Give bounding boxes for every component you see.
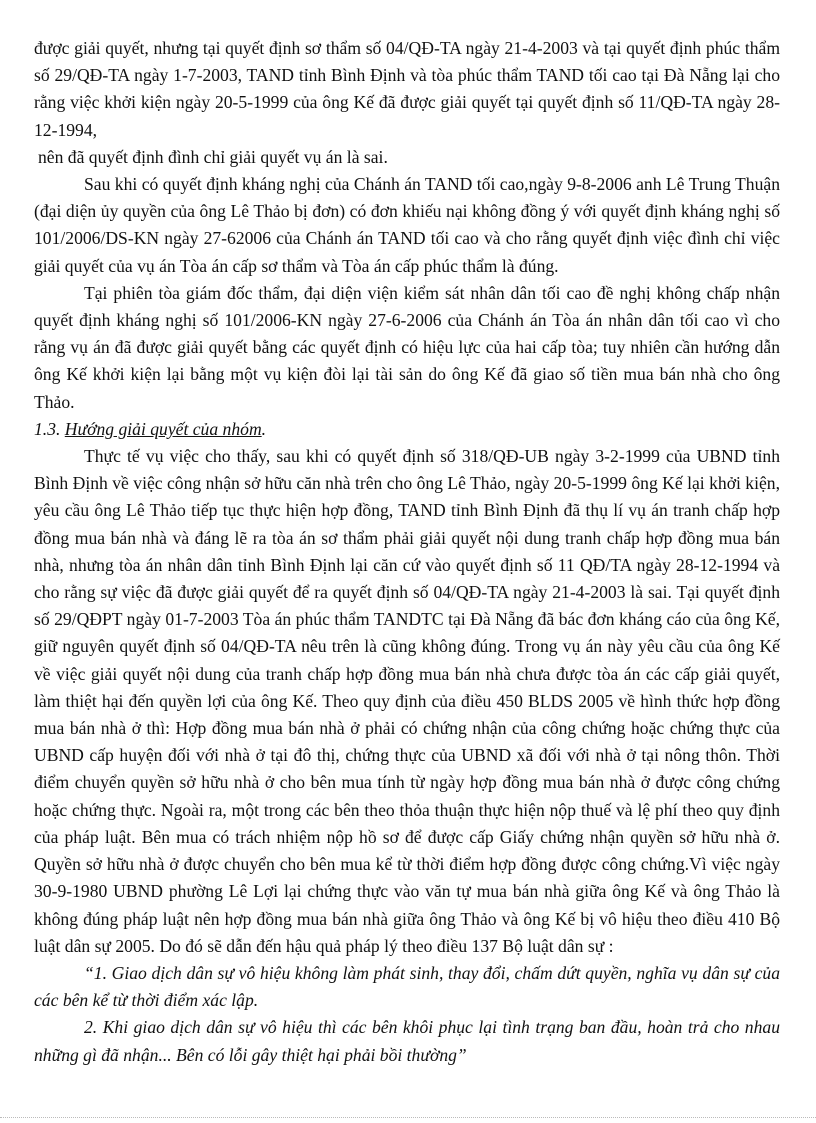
paragraph-4: Tại phiên tòa giám đốc thẩm, đại diện viện kiểm sát nhân dân tối cao đề nghị không chấp nhận quyết định kháng nghị số 101/2006-KN ngày 27-6-2006 của Chánh án Tòa án nhân dân tối cao vì cho rằng vụ án đã được giải quyết bằng các quyết định có hiệu lực của hai cấp tòa; tuy nhiên cần hướng dẫn ông Kế khởi kiện lại bằng một vụ kiện đòi lại tài sản do ông Kế đã giao số tiền mua bán nhà cho ông Thảo.	[34, 282, 780, 412]
section-heading	[34, 416, 780, 443]
paragraph-3: Sau khi có quyết định kháng nghị của Chánh án TAND tối cao,ngày 9-8-2006 anh Lê Trung Thuận (đại diện ủy quyền của ông Lê Thảo bị đơn) có đơn khiếu nại không đồng ý với quyết định kháng nghị số 101/2006/DS-KN ngày 27-62006 của Chánh án TAND tối cao và cho rằng quyết định việc đình chỉ việc giải quyết của vụ án Tòa án cấp sơ thẩm và Tòa án cấp phúc thẩm là đúng.	[34, 174, 780, 276]
quote-1: “1. Giao dịch dân sự vô hiệu không làm phát sinh, thay đổi, chấm dứt quyền, nghĩa vụ dân sự của các bên kể từ thời điểm xác lập.	[34, 962, 780, 1011]
section-heading-text: Hướng giải quyết của nhóm	[64, 418, 262, 439]
page-bottom-divider	[0, 1117, 816, 1118]
quote-2: 2. Khi giao dịch dân sự vô hiệu thì các bên khôi phục lại tình trạng ban đầu, hoàn trả cho nhau những gì đã nhận... Bên có lỗi gây thiệt hại phải bồi thường”	[34, 1017, 780, 1065]
paragraph-1: được giải quyết, nhưng tại quyết định sơ thẩm số 04/QĐ-TA ngày 21-4-2003 và tại quyết định phúc thẩm số 29/QĐ-TA ngày 1-7-2003, TAND tỉnh Bình Định và tòa phúc thẩm TAND tối cao tại Đà Nẵng lại cho rằng việc khởi kiện ngày 20-5-1999 của ông Kế đã được giải quyết tại quyết định số 11/QĐ-TA ngày 28-12-1994,	[34, 38, 780, 140]
document-body	[34, 35, 780, 1069]
paragraph-2: nên đã quyết định đình chỉ giải quyết vụ án là sai.	[38, 146, 388, 167]
paragraph-5: Thực tế vụ việc cho thấy, sau khi có quyết định số 318/QĐ-UB ngày 3-2-1999 của UBND tỉnh Bình Định về việc công nhận sở hữu căn nhà trên cho ông Lê Thảo, ngày 20-5-1999 ông Kế lại khởi kiện, yêu cầu ông Lê Thảo tiếp tục thực hiện hợp đồng, TAND tỉnh Bình Định đã thụ lí vụ án tranh chấp hợp đồng mua bán nhà và đáng lẽ ra tòa án sơ thẩm phải giải quyết nội dung tranh chấp hợp đồng mua bán nhà, nhưng tòa án nhân dân tỉnh Bình Định lại căn cứ vào quyết định số 11 QĐ/TA ngày 28-12-1994 và cho rằng sự việc đã được giải quyết để ra quyết định số 04/QĐ-TA ngày 21-4-2003 là sai. Tại quyết định số 29/QĐPT ngày 01-7-2003 Tòa án phúc thẩm TANDTC tại Đà Nẵng đã bác đơn kháng cáo của ông Kế, giữ nguyên quyết định số 04/QĐ-TA nêu trên là cũng không đúng. Trong vụ án này yêu cầu của ông Kế về việc giải quyết nội dung của tranh chấp hợp đồng mua bán nhà chưa được tòa án các cấp giải quyết, làm thiệt hại đến quyền lợi của ông Kế. Theo quy định của điều 450 BLDS 2005 về hình thức hợp đồng mua bán nhà ở thì: Hợp đồng mua bán nhà ở phải có chứng nhận của công chứng hoặc chứng thực của UBND cấp huyện đối với nhà ở tại đô thị, chứng thực của UBND xã đối với nhà ở tại nông thôn. Thời điểm chuyển quyền sở hữu nhà ở cho bên mua tính từ ngày hợp đồng mua bán nhà ở được công chứng hoặc chứng thực. Ngoài ra, một trong các bên theo thỏa thuận thực hiện nộp thuế và lệ phí theo quy định của pháp luật. Bên mua có trách nhiệm nộp hồ sơ để được cấp Giấy chứng nhận quyền sở hữu nhà ở. Quyền sở hữu nhà ở được chuyển cho bên mua kể từ thời điểm hợp đồng được công chứng.Vì việc ngày 30-9-1980 UBND phường Lê Lợi lại chứng thực vào văn tự mua bán nhà giữa ông Kế và ông Thảo là không đúng pháp luật nên hợp đồng mua bán nhà giữa ông Thảo và ông Kế bị vô hiệu theo điều 410 Bộ luật dân sự 2005. Do đó sẽ dẫn đến hậu quả pháp lý theo điều 137 Bộ luật dân sự :	[34, 446, 780, 956]
section-heading-number: 1.3.	[34, 418, 65, 439]
section-heading-end: .	[261, 418, 267, 439]
